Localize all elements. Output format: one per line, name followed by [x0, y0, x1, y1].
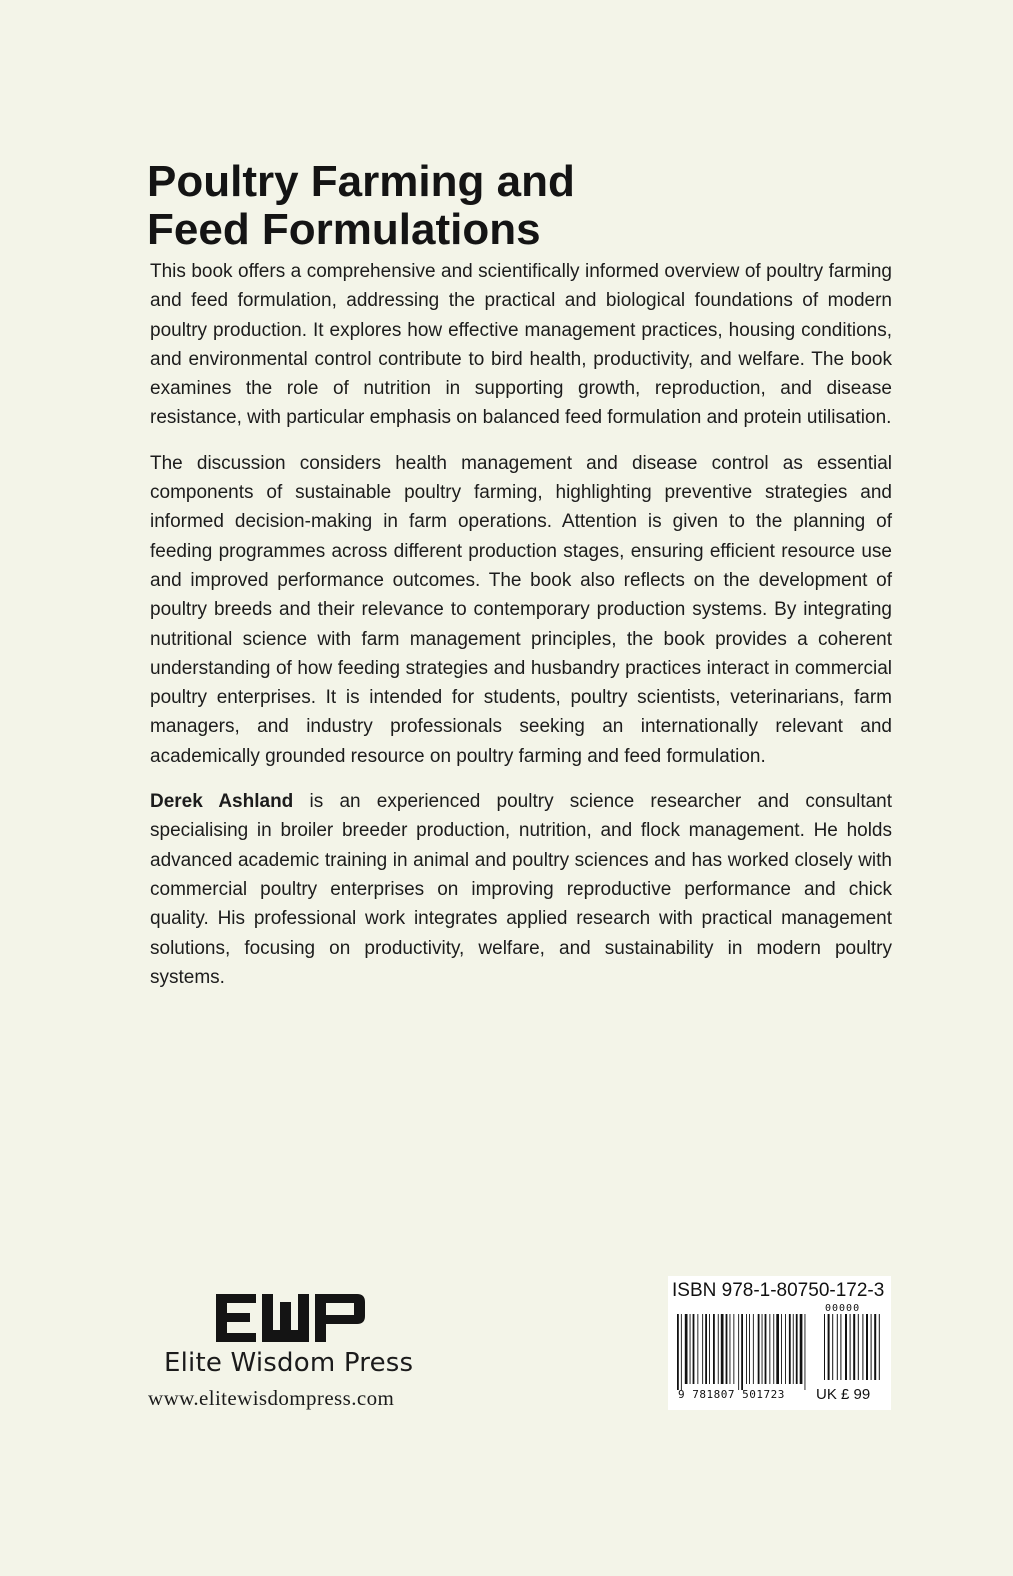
- publisher-logo: [148, 1292, 438, 1422]
- author-paragraph: [150, 787, 892, 992]
- author-name: Derek Ashland: [150, 791, 294, 813]
- addon-digits: 00000: [825, 1303, 861, 1314]
- blurb: [150, 257, 892, 1008]
- ewp-logo-icon: [216, 1292, 366, 1344]
- isbn-barcode-box: [668, 1276, 891, 1410]
- isbn-number: ISBN 978-1-80750-172-3: [672, 1280, 885, 1301]
- book-title: [147, 158, 847, 254]
- barcode-digits: 9 781807 501723: [678, 1388, 785, 1401]
- price: UK £ 99: [816, 1386, 871, 1403]
- publisher-url: www.elitewisdompress.com: [148, 1386, 395, 1410]
- title-line-2: Feed Formulations: [147, 205, 541, 254]
- blurb-paragraph-2: The discussion considers health management and disease control as essential components of sustainable poultry farming, highlighting preventive strategies and informed decision-making in farm operations. Attention is given to the planning of feeding programmes across different production stages, ensuring efficient resource use and improved performance outcomes. The book also reflects on the development of poultry breeds and their relevance to contemporary production systems. By integrating nutritional science with farm management principles, the book provides a coherent understanding of how feeding strategies and husbandry practices interact in commercial poultry enterprises. It is intended for students, poultry scientists, veterinarians, farm managers, and industry professionals seeking an internationally relevant and academically grounded resource on poultry farming and feed formulation.: [150, 452, 892, 767]
- publisher-name: Elite Wisdom Press: [164, 1348, 414, 1378]
- barcode-icon: [676, 1314, 882, 1390]
- author-bio: is an experienced poultry science researcher and consultant specialising in broiler breeder production, nutrition, and flock management. He holds advanced academic training in animal and poultry sciences and has worked closely with commercial poultry enterprises on improving reproductive performance and chick quality. His professional work integrates applied research with practical management solutions, focusing on productivity, welfare, and sustainability in modern poultry systems.: [150, 791, 893, 988]
- blurb-paragraph-1: This book offers a comprehensive and scientifically informed overview of poultry farming and feed formulation, addressing the practical and biological foundations of modern poultry production. It explores how effective management practices, housing conditions, and environmental control contribute to bird health, productivity, and welfare. The book examines the role of nutrition in supporting growth, reproduction, and disease resistance, with particular emphasis on balanced feed formulation and protein utilisation.: [150, 261, 892, 429]
- title-line-1: Poultry Farming and: [147, 157, 575, 206]
